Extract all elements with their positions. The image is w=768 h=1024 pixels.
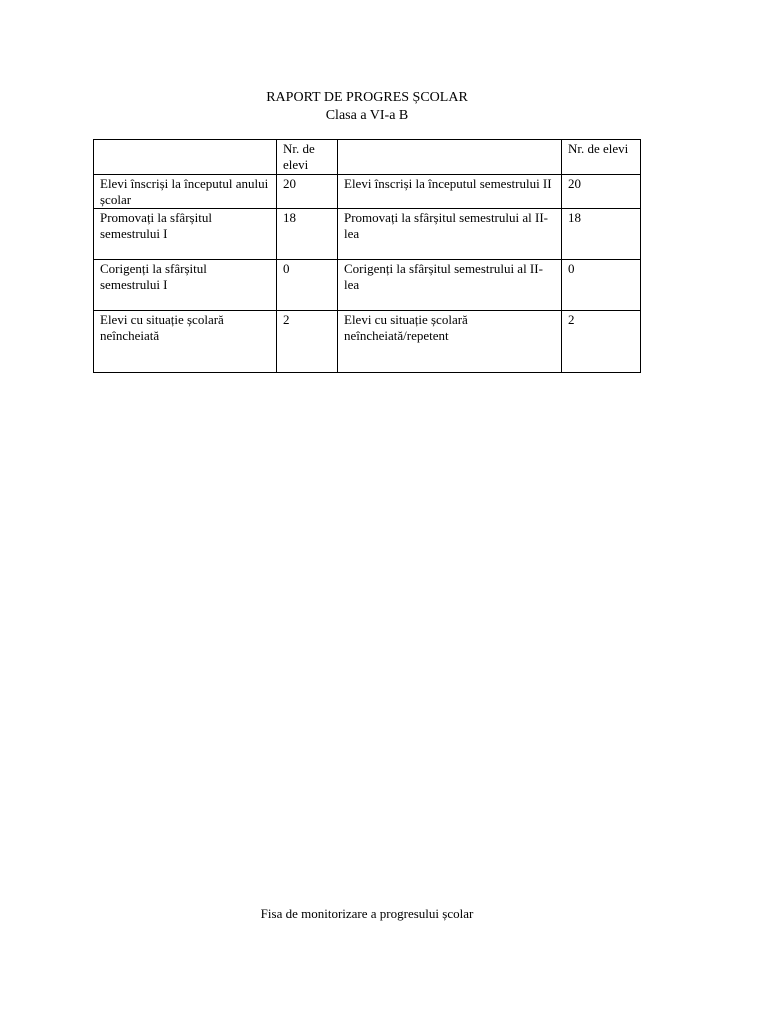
row-label-sem2: Elevi cu situație școlară neîncheiată/repetent [338,311,562,373]
header-cell-label-sem1 [94,140,277,175]
row-value-sem2: 20 [562,175,641,209]
row-label-sem2: Corigenți la sfârșitul semestrului al II-lea [338,260,562,311]
row-value-sem1: 18 [277,209,338,260]
row-value-sem1: 2 [277,311,338,373]
row-value-sem1: 0 [277,260,338,311]
row-label-sem1: Elevi cu situație școlară neîncheiată [94,311,277,373]
row-label-sem2: Promovați la sfârșitul semestrului al II-lea [338,209,562,260]
row-value-sem1: 20 [277,175,338,209]
row-label-sem1: Elevi înscriși la începutul anului școlar [94,175,277,209]
header-cell-count-sem2: Nr. de elevi [562,140,641,175]
row-label-sem1: Promovați la sfârșitul semestrului I [94,209,277,260]
row-value-sem2: 18 [562,209,641,260]
header-cell-count-sem1: Nr. de elevi [277,140,338,175]
row-value-sem2: 2 [562,311,641,373]
row-value-sem2: 0 [562,260,641,311]
page-title: RAPORT DE PROGRES ȘCOLAR [266,90,468,105]
table-row [94,260,641,311]
progress-report-table [93,139,641,373]
table-row [94,311,641,373]
row-label-sem2: Elevi înscriși la începutul semestrului II [338,175,562,209]
table-row [94,209,641,260]
footer-caption: Fisa de monitorizare a progresului școlar [260,906,474,921]
header-cell-label-sem2 [338,140,562,175]
page-subtitle: Clasa a VI-a B [325,108,409,123]
table-header-row [94,140,641,175]
table-row [94,175,641,209]
row-label-sem1: Corigenți la sfârșitul semestrului I [94,260,277,311]
